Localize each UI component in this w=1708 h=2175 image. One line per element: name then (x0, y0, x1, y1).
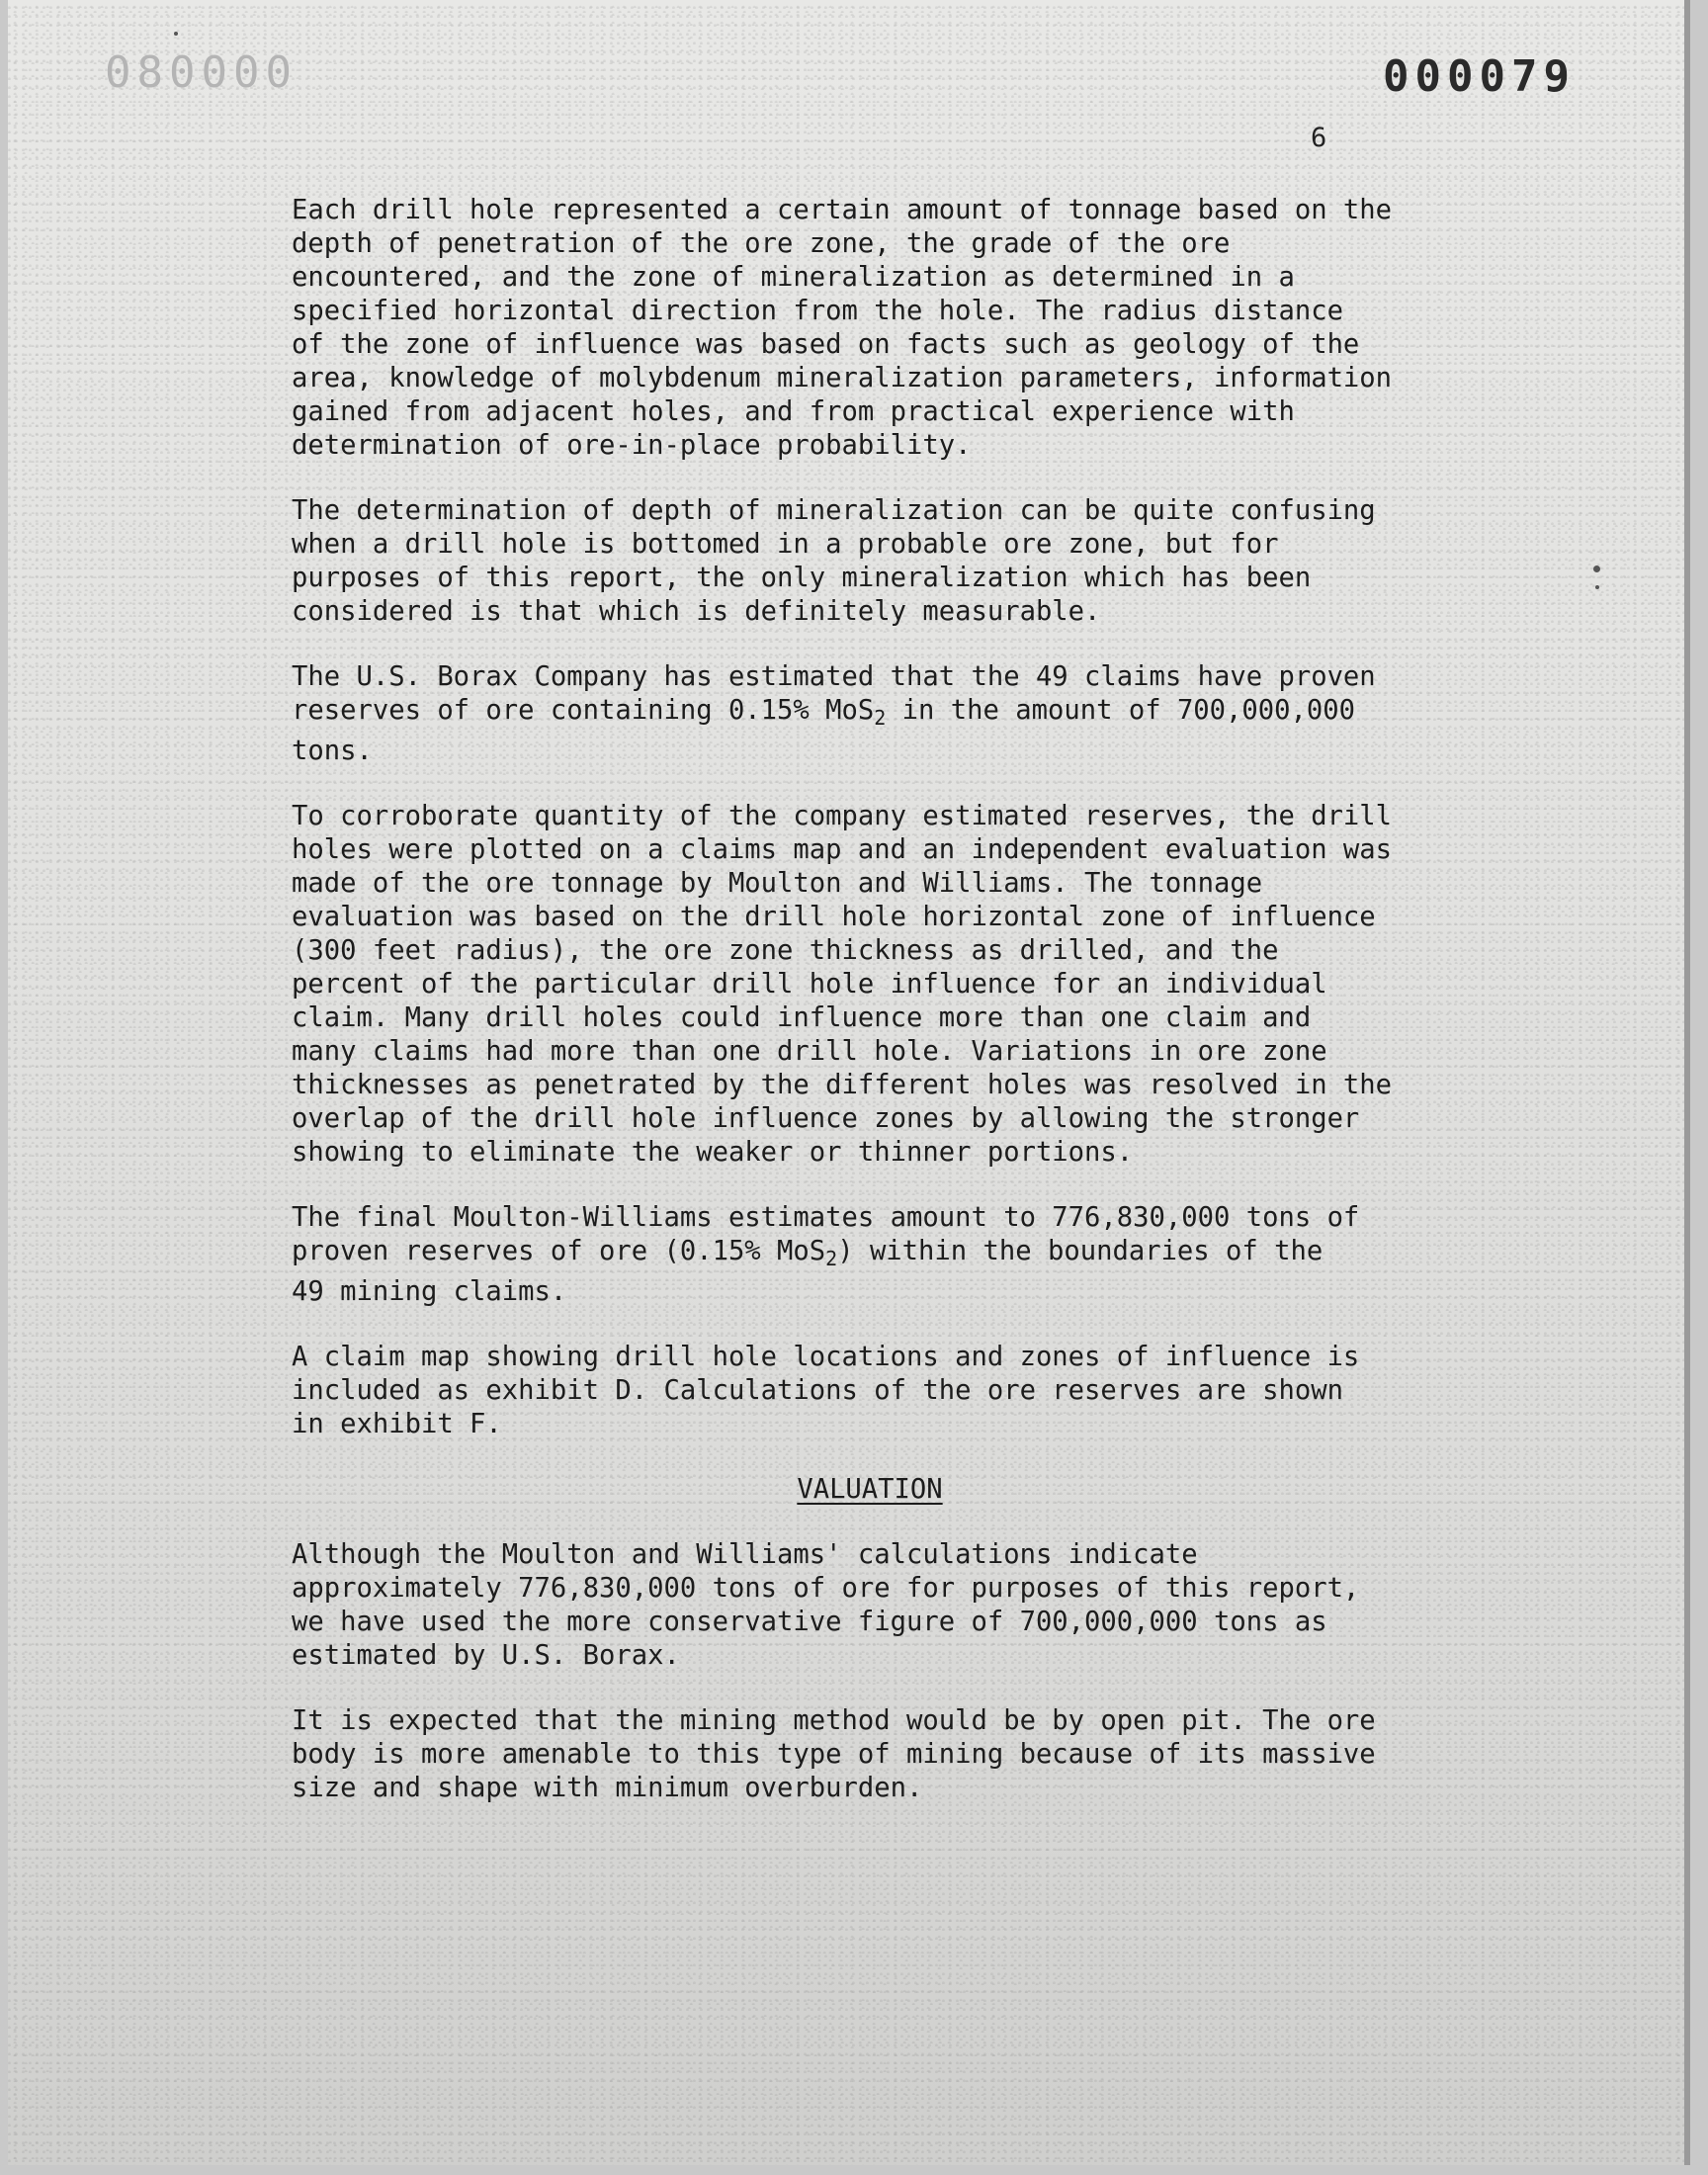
scan-speck (1595, 585, 1599, 589)
page-number: 6 (1311, 123, 1327, 153)
document-page (8, 0, 1684, 2165)
final-subscript: 2 (825, 1247, 838, 1270)
document-body (292, 194, 1448, 1837)
paragraph-valuation-calculations: Although the Moulton and Williams' calculations indicate approximately 776,830,000 tons of ore for purposes of this report, we have used the more conservative figure of 700,000,000 tons as estimated by U.S. Borax. (292, 1539, 1360, 1671)
paragraph-borax-estimate (292, 660, 1448, 768)
borax-subscript: 2 (874, 706, 887, 730)
final-text-before: The final Moulton-Williams estimates amount to 776,830,000 tons of proven reserves of ore (0.15% MoS (292, 1202, 1360, 1266)
paragraph-final-estimate (292, 1201, 1448, 1309)
paragraph-corroborate-reserves: To corroborate quantity of the company estimated reserves, the drill holes were plotted on a claims map and an independent evaluation was made of the ore tonnage by Moulton and Williams. The tonnage evaluation was based on the drill hole horizontal zone of influence (300 feet radius), the ore zone thickness as drilled, and the percent of the particular drill hole influence for an individual claim. Many drill holes could influence more than one claim and many claims had more than one drill hole. Variations in ore zone thicknesses as penetrated by the different holes was resolved in the overlap of the drill hole influence zones by allowing the stronger showing to eliminate the weaker or thinner portions. (292, 801, 1393, 1168)
valuation-heading-text: VALUATION (797, 1474, 943, 1505)
borax-text-before: The U.S. Borax Company has estimated that the 49 claims have proven reserves of ore containing 0.15% MoS (292, 661, 1376, 726)
paragraph-claim-map: A claim map showing drill hole locations and zones of influence is included as exhibit D. Calculations of the ore reserves are shown in exhibit F. (292, 1342, 1360, 1439)
paragraph-mining-method: It is expected that the mining method would be by open pit. The ore body is more amenable to this type of mining because of its massive size and shape with minimum overburden. (292, 1705, 1376, 1803)
faded-bates-stamp: 080000 (105, 47, 298, 98)
scan-speck (1593, 566, 1600, 572)
paragraph-depth-of-mineralization: The determination of depth of mineralization can be quite confusing when a drill hole is bottomed in a probable ore zone, but for purposes of this report, the only mineralization which has been considered is that which is definitely measurable. (292, 495, 1376, 627)
borax-text-after: in the amount of 700,000,000 tons. (292, 695, 1355, 766)
final-text-after: ) within the boundaries of the 49 mining claims. (292, 1236, 1324, 1307)
bates-number-stamp: 000079 (1383, 51, 1576, 102)
paragraph-drill-hole-tonnage: Each drill hole represented a certain amount of tonnage based on the depth of penetration of the ore zone, the grade of the ore encountered, and the zone of mineralization as determined in a specified horizontal direction from the hole. The radius distance of the zone of influence was based on facts such as geology of the area, knowledge of molybdenum mineralization parameters, information gained from adjacent holes, and from practical experience with determination of ore-in-place probability. (292, 195, 1393, 461)
section-heading-valuation (292, 1473, 1448, 1507)
scan-speck (174, 32, 178, 36)
